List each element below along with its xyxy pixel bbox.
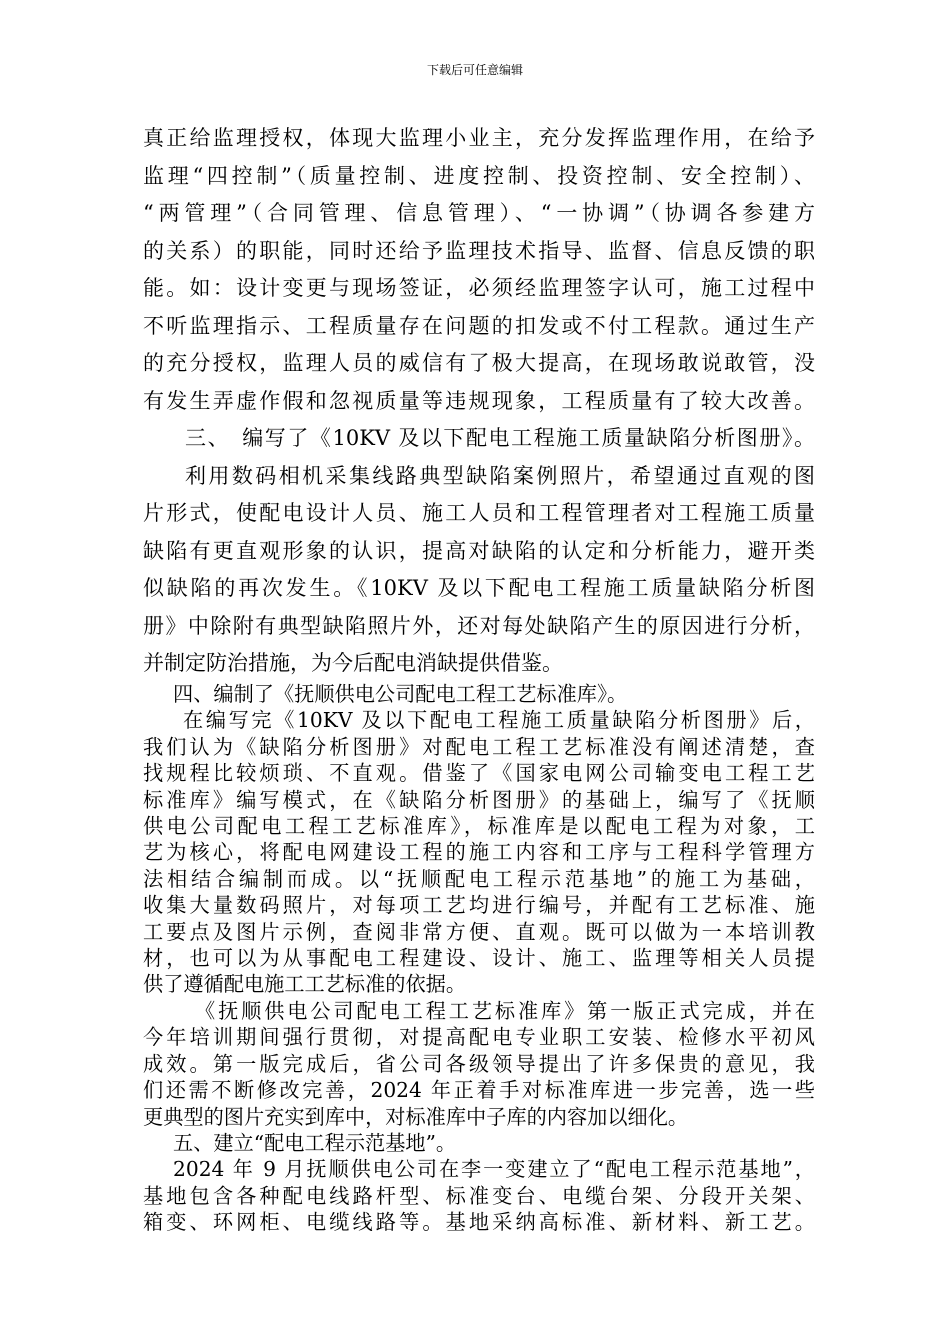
paragraph-line: 监理“四控制”（质量控制、进度控制、投资控制、安全控制）、 [143,163,815,188]
section-supervision-and-defect-atlas [143,120,815,683]
paragraph-line: 收集大量数码照片，对每项工艺均进行编号，并配有工艺标准、施 [143,893,815,918]
paragraph-line: 能。如：设计变更与现场签证，必须经监理签字认可，施工过程中 [143,276,815,300]
paragraph-line: 并制定防治措施，为今后配电消缺提供借鉴。 [143,651,563,675]
heading-item-5: 五、建立“配电工程示范基地”。 [173,1130,457,1155]
paragraph-line: 更典型的图片充实到库中，对标准库中子库的内容加以细化。 [143,1104,689,1129]
paragraph-line: 有发生弄虚作假和忽视质量等违规现象，工程质量有了较大改善。 [143,388,815,413]
paragraph-line: 真正给监理授权，体现大监理小业主，充分发挥监理作用，在给予 [143,126,815,150]
paragraph-line: “两管理”（合同管理、信息管理）、“一协调”（协调各参建方 [143,201,815,225]
paragraph-line: 的关系）的职能，同时还给予监理技术指导、监督、信息反馈的职 [143,238,815,263]
section-standard-library-and-demo-base [143,681,815,1236]
paragraph-line: 在编写完《10KV 及以下配电工程施工质量缺陷分析图册》后， [183,708,815,733]
paragraph-line: 们还需不断修改完善，2024 年正着手对标准库进一步完善，选一些 [143,1078,815,1103]
paragraph-line: 供电公司配电工程工艺标准库》，标准库是以配电工程为对象，工 [143,814,815,839]
paragraph-line: 找规程比较烦琐、不直观。借鉴了《国家电网公司输变电工程工艺 [143,761,815,786]
paragraph-line: 艺为核心，将配电网建设工程的施工内容和工序与工程科学管理方 [143,840,815,865]
paragraph-line: 今年培训期间强行贯彻，对提高配电专业职工安装、检修水平初风 [143,1025,815,1050]
page-header: 下载后可任意编辑 [426,63,523,77]
paragraph-line: 标准库》编写模式，在《缺陷分析图册》的基础上，编写了《抚顺 [143,787,815,812]
paragraph-line: 似缺陷的再次发生。《10KV 及以下配电工程施工质量缺陷分析图 [143,576,815,600]
paragraph-line: 缺陷有更直观形象的认识，提高对缺陷的认定和分析能力，避开类 [143,538,815,563]
paragraph-line: 2024 年 9 月抚顺供电公司在李一变建立了“配电工程示范基地”， [173,1157,815,1182]
paragraph-line: 箱变、环网柜、电缆线路等。基地采纳高标准、新材料、新工艺。 [143,1210,815,1235]
paragraph-line: 不听监理指示、工程质量存在问题的扣发或不付工程款。通过生产 [143,313,815,338]
paragraph-line: 基地包含各种配电线路杆型、标准变台、电缆台架、分段开关架、 [143,1183,815,1208]
paragraph-line: 法相结合编制而成。以“抚顺配电工程示范基地”的施工为基础， [143,866,815,891]
paragraph-line: 供了遵循配电施工工艺标准的依据。 [143,972,467,997]
paragraph-line: 我们认为《缺陷分析图册》对配电工程工艺标准没有阐述清楚，查 [143,734,815,759]
paragraph-line: 材，也可以为从事配电工程建设、设计、施工、监理等相关人员提 [143,946,815,971]
paragraph-line: 册》中除附有典型缺陷照片外，还对每处缺陷产生的原因进行分析， [143,613,815,638]
paragraph-line: 片形式，使配电设计人员、施工人员和工程管理者对工程施工质量 [143,501,815,525]
paragraph-line: 利用数码相机采集线路典型缺陷案例照片，希望通过直观的图 [185,463,815,488]
paragraph-line: 《抚顺供电公司配电工程工艺标准库》第一版正式完成，并在 [195,998,815,1023]
paragraph-line: 的充分授权，监理人员的威信有了极大提高，在现场敢说敢管，没 [143,351,815,375]
heading-item-4: 四、编制了《抚顺供电公司配电工程工艺标准库》。 [173,682,628,706]
heading-item-3: 三、 编写了《10KV 及以下配电工程施工质量缺陷分析图册》。 [185,426,815,450]
paragraph-line: 工要点及图片示例，查阅非常方便、直观。既可以做为一本培训教 [143,919,815,944]
paragraph-line: 成效。第一版完成后，省公司各级领导提出了许多保贵的意见，我 [143,1051,815,1076]
